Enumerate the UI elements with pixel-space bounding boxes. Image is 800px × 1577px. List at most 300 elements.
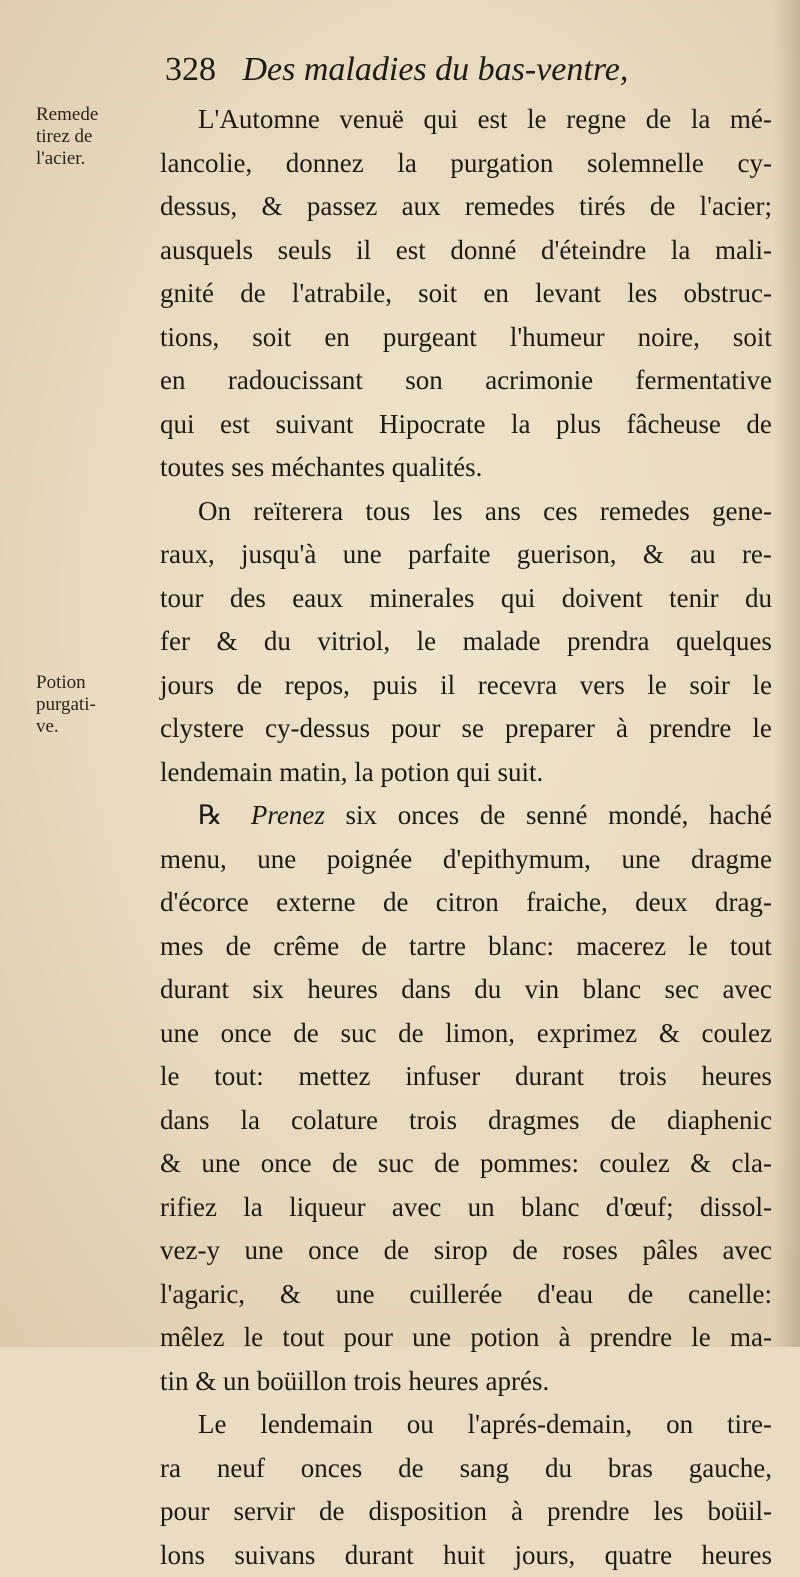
word: de: [226, 925, 251, 969]
word: de: [398, 1012, 423, 1056]
word: cy-: [737, 142, 771, 186]
margin-note-line: ve.: [36, 716, 96, 738]
word: cuillerée: [409, 1273, 502, 1317]
word: boüillon: [257, 1360, 354, 1404]
word: de: [480, 794, 505, 838]
word: &: [643, 533, 664, 577]
text-line: [160, 1490, 772, 1534]
word: de: [293, 1012, 318, 1056]
word: citron: [436, 881, 499, 925]
word: lons: [160, 1534, 205, 1577]
word: once: [308, 1229, 359, 1273]
word: l'atrabile,: [292, 272, 392, 316]
word: l'acier;: [700, 185, 772, 229]
word: de: [746, 403, 771, 447]
word: venuë: [339, 98, 403, 142]
word: avec: [723, 1229, 772, 1273]
word: de: [628, 1273, 653, 1317]
word: dans: [401, 968, 451, 1012]
word: une: [245, 1229, 284, 1273]
word: purgeant: [383, 316, 477, 360]
word: son: [405, 359, 443, 403]
word: prendre: [590, 1316, 672, 1360]
word: soir: [689, 664, 730, 708]
word: acrimonie: [485, 359, 593, 403]
word: de: [240, 272, 265, 316]
word: boüil-: [707, 1490, 772, 1534]
word: macerez: [576, 925, 666, 969]
word: en: [160, 359, 185, 403]
word: mêlez: [160, 1316, 224, 1360]
word: remedes: [600, 490, 690, 534]
text-line: [160, 794, 772, 838]
word: lendemain: [260, 1403, 372, 1447]
word: eaux: [292, 577, 343, 621]
text-line: [160, 403, 772, 447]
text-line: [160, 1186, 772, 1230]
word: donné: [450, 229, 516, 273]
word: deux: [635, 881, 687, 925]
word: de: [237, 664, 262, 708]
word: de: [384, 1229, 409, 1273]
text-line: [160, 577, 772, 621]
word: recevra: [478, 664, 557, 708]
word: bras: [608, 1447, 653, 1491]
word: cla-: [732, 1142, 772, 1186]
word: gnité: [160, 272, 214, 316]
text-line: [160, 751, 772, 795]
word: suc: [340, 1012, 376, 1056]
text-line: [160, 359, 772, 403]
word: sec: [665, 968, 699, 1012]
word: blanc:: [488, 925, 554, 969]
word: le: [753, 664, 773, 708]
word: suivans: [234, 1534, 315, 1577]
word: diaphenic: [667, 1099, 772, 1143]
word: ma-: [730, 1316, 772, 1360]
word: prendra: [567, 620, 649, 664]
word: remedes: [465, 185, 555, 229]
word: tirés: [579, 185, 626, 229]
text-line: [160, 968, 772, 1012]
word: dessus,: [160, 185, 237, 229]
word: une: [343, 533, 382, 577]
word: est: [396, 229, 426, 273]
word: qui: [160, 403, 195, 447]
word: blanc: [521, 1186, 579, 1230]
word: dans: [160, 1099, 210, 1143]
word: la: [671, 229, 691, 273]
word: une: [201, 1142, 240, 1186]
word: toutes: [160, 446, 231, 490]
word: purgation: [450, 142, 553, 186]
word: le: [647, 664, 667, 708]
word: donnez: [286, 142, 364, 186]
word: lancolie,: [160, 142, 252, 186]
text-line: [160, 1012, 772, 1056]
word: tartre: [409, 925, 466, 969]
word: de: [512, 1229, 537, 1273]
word: onces: [398, 794, 459, 838]
word: jours: [160, 664, 214, 708]
word: qui: [501, 577, 536, 621]
margin-note-line: Remede: [36, 104, 98, 126]
word: ses: [231, 446, 271, 490]
margin-note-line: l'acier.: [36, 148, 98, 170]
word: dragme: [691, 838, 772, 882]
word: au: [690, 533, 715, 577]
word: heures: [408, 1360, 485, 1404]
word: gene-: [712, 490, 772, 534]
text-line: [160, 664, 772, 708]
word: once: [221, 1012, 272, 1056]
word: fraiche,: [526, 881, 608, 925]
text-line: [160, 533, 772, 577]
word: d'œuf;: [606, 1186, 674, 1230]
word: raux,: [160, 533, 215, 577]
word: plus: [556, 403, 601, 447]
text-line: [160, 881, 772, 925]
word: &: [280, 1273, 301, 1317]
word: suc: [378, 1142, 414, 1186]
word: on: [666, 1403, 693, 1447]
word: parfaite: [408, 533, 490, 577]
text-line: [160, 446, 772, 490]
word: liqueur: [289, 1186, 365, 1230]
word: ces: [543, 490, 577, 534]
word: l'humeur: [510, 316, 605, 360]
text-line: [160, 925, 772, 969]
word: limon,: [445, 1012, 515, 1056]
word: d'éteindre: [541, 229, 646, 273]
word: seuls: [278, 229, 332, 273]
word: la: [691, 98, 711, 142]
word: mettez: [299, 1055, 371, 1099]
word: six: [346, 794, 378, 838]
word: jusqu'à: [241, 533, 316, 577]
word: durant: [345, 1534, 414, 1577]
text-line: [160, 272, 772, 316]
word: durant: [160, 968, 229, 1012]
word: à: [616, 707, 628, 751]
word: minerales: [370, 577, 475, 621]
word: suit.: [498, 751, 544, 795]
word: &: [690, 1142, 711, 1186]
word: à: [511, 1490, 523, 1534]
word: noire,: [638, 316, 700, 360]
word: mé-: [730, 98, 772, 142]
word: blanc: [583, 968, 641, 1012]
word: once: [261, 1142, 312, 1186]
word: tout:: [214, 1055, 264, 1099]
text-line: [160, 838, 772, 882]
word: potion: [380, 751, 456, 795]
word: heures: [701, 1055, 771, 1099]
text-line: [160, 620, 772, 664]
text-line: [160, 1229, 772, 1273]
word: Hipocrate: [379, 403, 485, 447]
word: heures: [701, 1534, 771, 1577]
word: une: [160, 1012, 199, 1056]
recipe-symbol: ℞: [198, 794, 222, 838]
word: du: [264, 620, 291, 664]
word: vez-y: [160, 1229, 220, 1273]
word: de: [319, 1490, 344, 1534]
word: trois: [354, 1360, 409, 1404]
word: durant: [515, 1055, 584, 1099]
word: de: [646, 98, 671, 142]
text-line: [160, 1316, 772, 1360]
word: un: [223, 1360, 257, 1404]
word: suivant: [276, 403, 354, 447]
word: mes: [160, 925, 204, 969]
word: exprimez: [537, 1012, 637, 1056]
text-line: [160, 1142, 772, 1186]
word: rifiez: [160, 1186, 217, 1230]
word: est: [220, 403, 250, 447]
word: regne: [566, 98, 626, 142]
margin-note-remede: [36, 104, 98, 170]
word: puis: [373, 664, 418, 708]
word: trois: [409, 1099, 457, 1143]
word: il: [440, 664, 455, 708]
word: drag-: [715, 881, 772, 925]
word: quatre: [605, 1534, 672, 1577]
word: en: [324, 316, 349, 360]
word: il: [356, 229, 371, 273]
word: crême: [273, 925, 339, 969]
word: doivent: [562, 577, 643, 621]
word: ra: [160, 1447, 181, 1491]
word: tions,: [160, 316, 219, 360]
word: levant: [535, 272, 601, 316]
word: menu,: [160, 838, 227, 882]
word: mali-: [715, 229, 772, 273]
text-line: [160, 98, 772, 142]
body-text: [160, 98, 772, 1577]
word: sang: [460, 1447, 510, 1491]
word: obstruc-: [683, 272, 771, 316]
word: Prenez: [251, 794, 325, 838]
word: le: [160, 1055, 180, 1099]
word: &: [262, 185, 283, 229]
word: potion: [470, 1316, 539, 1360]
word: matin,: [279, 751, 354, 795]
word: la: [243, 1186, 263, 1230]
word: qui: [456, 751, 497, 795]
word: colature: [291, 1099, 378, 1143]
word: de: [434, 1142, 459, 1186]
word: le: [527, 98, 547, 142]
text-line: [160, 1360, 772, 1404]
word: tout: [730, 925, 772, 969]
word: vers: [580, 664, 625, 708]
word: du: [745, 577, 772, 621]
margin-note-line: Potion: [36, 672, 96, 694]
word: poignée: [327, 838, 412, 882]
word: &: [216, 620, 237, 664]
word: de: [361, 925, 386, 969]
word: L'Automne: [198, 98, 320, 142]
word: d'eau: [537, 1273, 593, 1317]
word: avec: [392, 1186, 441, 1230]
word: onces: [301, 1447, 362, 1491]
word: neuf: [217, 1447, 265, 1491]
word: coulez: [599, 1142, 669, 1186]
word: le: [244, 1316, 264, 1360]
word: trois: [619, 1055, 667, 1099]
word: pâles: [642, 1229, 697, 1273]
word: à: [559, 1316, 571, 1360]
word: prendre: [547, 1490, 629, 1534]
word: l'agaric,: [160, 1273, 245, 1317]
word: une: [621, 838, 660, 882]
word: vitriol,: [317, 620, 390, 664]
word: reïterera: [253, 490, 343, 534]
word: ou: [407, 1403, 434, 1447]
word: la: [354, 751, 380, 795]
text-line: [160, 707, 772, 751]
word: dissol-: [700, 1186, 772, 1230]
page-gutter-shadow: [774, 0, 800, 1347]
word: une: [257, 838, 296, 882]
word: disposition: [368, 1490, 487, 1534]
word: pour: [344, 1316, 394, 1360]
word: prendre: [649, 707, 731, 751]
word: fâcheuse: [626, 403, 720, 447]
text-line: [160, 1099, 772, 1143]
word: aux: [402, 185, 441, 229]
word: coulez: [702, 1012, 772, 1056]
word: soit: [418, 272, 457, 316]
word: les: [433, 490, 463, 534]
word: une: [412, 1316, 451, 1360]
word: canelle:: [688, 1273, 772, 1317]
text-line: [160, 1403, 772, 1447]
word: clystere: [160, 707, 244, 751]
word: mondé,: [608, 794, 688, 838]
word: cy-dessus: [265, 707, 370, 751]
margin-note-potion: [36, 672, 96, 738]
word: infuser: [405, 1055, 480, 1099]
word: de: [383, 881, 408, 925]
text-line: [160, 1447, 772, 1491]
word: tenir: [669, 577, 718, 621]
word: fer: [160, 620, 190, 664]
word: lendemain: [160, 751, 279, 795]
word: tin: [160, 1360, 195, 1404]
word: est: [478, 98, 508, 142]
page-number: 328: [165, 51, 216, 88]
margin-note-line: tirez de: [36, 126, 98, 148]
word: guerison,: [517, 533, 617, 577]
word: passez: [307, 185, 377, 229]
word: soit: [733, 316, 772, 360]
word: jours,: [515, 1534, 576, 1577]
word: tour: [160, 577, 204, 621]
word: méchantes: [271, 446, 392, 490]
word: &: [160, 1142, 181, 1186]
word: externe: [276, 881, 355, 925]
word: solemnelle: [587, 142, 704, 186]
word: fermentative: [636, 359, 772, 403]
word: les: [653, 1490, 683, 1534]
word: de: [650, 185, 675, 229]
word: malade: [463, 620, 541, 664]
word: se: [461, 707, 484, 751]
word: pour: [391, 707, 441, 751]
word: re-: [742, 533, 772, 577]
word: aprés.: [486, 1360, 550, 1404]
running-title: Des maladies du bas-ventre,: [243, 51, 629, 88]
word: d'epithymum,: [443, 838, 591, 882]
word: repos,: [285, 664, 350, 708]
word: huit: [443, 1534, 485, 1577]
word: ans: [485, 490, 521, 534]
word: les: [627, 272, 657, 316]
word: le: [691, 1316, 711, 1360]
word: de: [332, 1142, 357, 1186]
word: qui: [423, 98, 458, 142]
text-line: [160, 316, 772, 360]
text-line: [160, 185, 772, 229]
word: pour: [160, 1490, 210, 1534]
word: gauche,: [689, 1447, 772, 1491]
word: d'écorce: [160, 881, 249, 925]
word: &: [195, 1360, 223, 1404]
word: du: [545, 1447, 572, 1491]
word: qualités.: [392, 446, 483, 490]
word: senné: [526, 794, 587, 838]
word: haché: [709, 794, 772, 838]
word: tire-: [727, 1403, 772, 1447]
word: le: [688, 925, 708, 969]
word: &: [659, 1012, 680, 1056]
word: l'aprés-demain,: [468, 1403, 633, 1447]
word: roses: [562, 1229, 618, 1273]
running-header: [165, 48, 628, 92]
word: ausquels: [160, 229, 253, 273]
text-line: [160, 490, 772, 534]
text-line: [160, 142, 772, 186]
word: une: [336, 1273, 375, 1317]
word: de: [398, 1447, 423, 1491]
word: la: [397, 142, 417, 186]
word: vin: [525, 968, 560, 1012]
word: On: [198, 490, 231, 534]
word: preparer: [505, 707, 595, 751]
text-line: [160, 1534, 772, 1577]
word: le: [417, 620, 437, 664]
word: en: [483, 272, 508, 316]
word: sirop: [434, 1229, 488, 1273]
word: Le: [198, 1403, 226, 1447]
word: le: [752, 707, 772, 751]
word: la: [241, 1099, 261, 1143]
word: dragmes: [488, 1099, 579, 1143]
word: quelques: [676, 620, 772, 664]
word: soit: [252, 316, 291, 360]
word: servir: [234, 1490, 295, 1534]
word: pommes:: [480, 1142, 579, 1186]
word: radoucissant: [228, 359, 363, 403]
text-line: [160, 1273, 772, 1317]
word: avec: [722, 968, 771, 1012]
word: des: [230, 577, 266, 621]
word: tout: [282, 1316, 324, 1360]
text-line: [160, 229, 772, 273]
word: la: [511, 403, 531, 447]
